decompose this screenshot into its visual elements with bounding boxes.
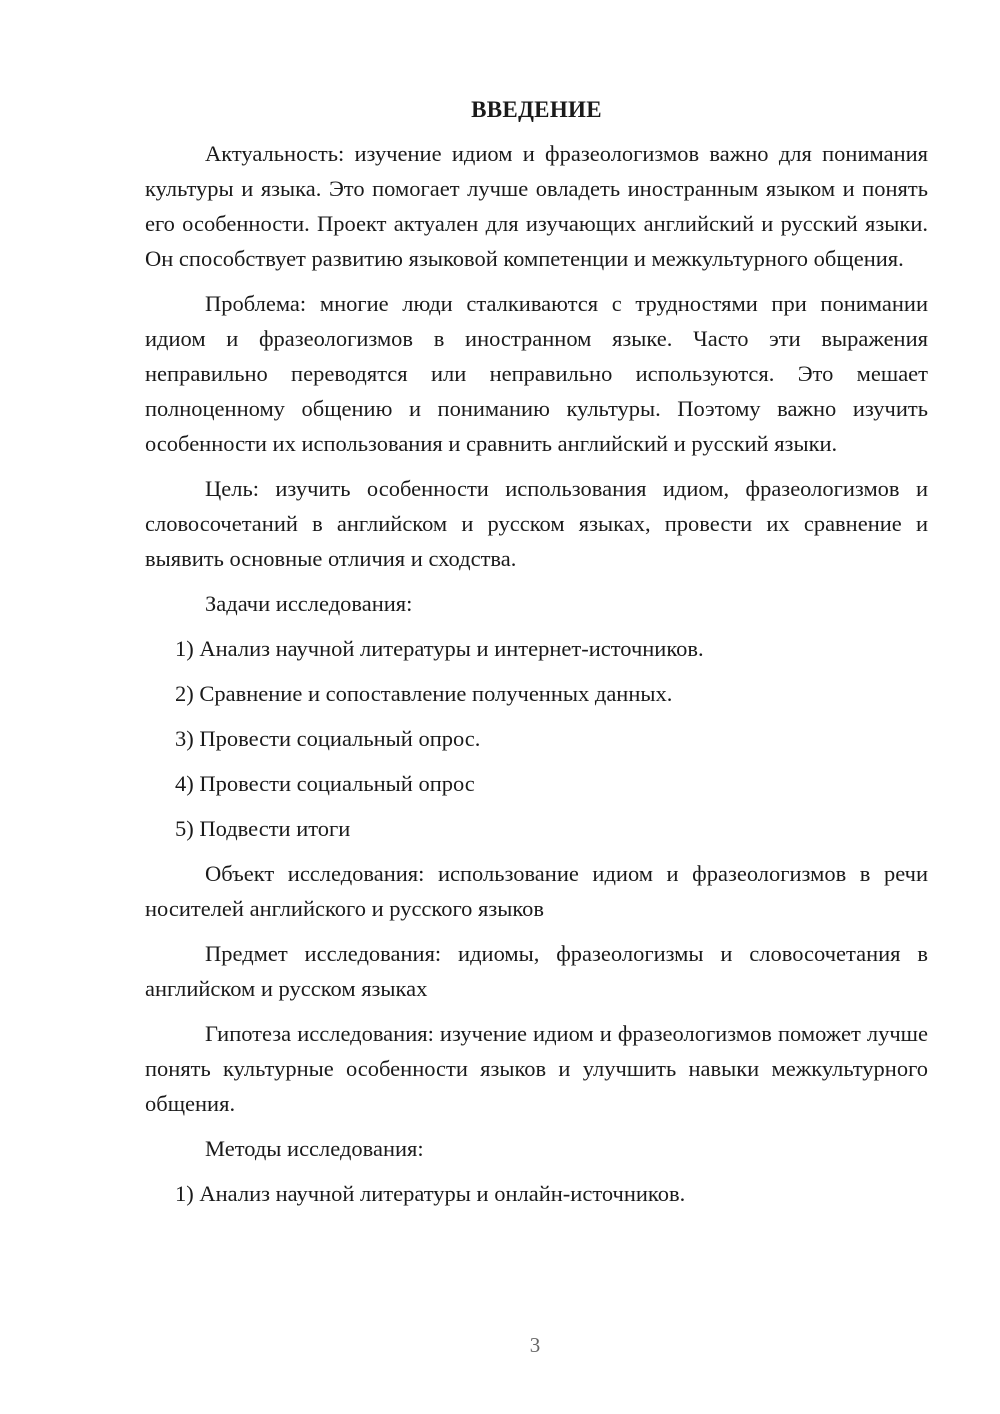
goal-paragraph: Цель: изучить особенности использования идиом, фразеологизмов и словосочетаний в английском и русском языках, провести их сравнение и выявить основные отличия и сходства. xyxy=(145,476,928,571)
problem-paragraph: Проблема: многие люди сталкиваются с трудностями при понимании идиом и фразеологизмов в иностранном языке. Часто эти выражения неправильно переводятся или неправильно используются. Это мешает полноценному общению и пониманию культуры. Поэтому важно изучить особенности их использования и сравнить английский и русский языки. xyxy=(145,291,928,456)
page-title: ВВЕДЕНИЕ xyxy=(471,97,602,122)
tasks-list xyxy=(145,631,928,846)
list-item: 4) Провести социальный опрос xyxy=(175,771,475,796)
list-item: 5) Подвести итоги xyxy=(175,816,351,841)
object-paragraph: Объект исследования: использование идиом и фразеологизмов в речи носителей английского и русского языков xyxy=(145,861,928,921)
page-number: 3 xyxy=(529,1333,541,1357)
hypothesis-paragraph: Гипотеза исследования: изучение идиом и фразеологизмов поможет лучше понять культурные особенности языков и улучшить навыки межкультурного общения. xyxy=(145,1021,928,1116)
methods-heading: Методы исследования: xyxy=(205,1136,424,1161)
document-page xyxy=(145,95,928,1221)
tasks-heading: Задачи исследования: xyxy=(205,591,413,616)
list-item: 2) Сравнение и сопоставление полученных данных. xyxy=(175,681,673,706)
relevance-paragraph: Актуальность: изучение идиом и фразеологизмов важно для понимания культуры и языка. Это помогает лучше овладеть иностранным языком и понять его особенности. Проект актуален для изучающих английский и русский языки. Он способствует развитию языковой компетенции и межкультурного общения. xyxy=(145,141,928,271)
methods-list xyxy=(145,1176,928,1211)
list-item: 1) Анализ научной литературы и интернет-источников. xyxy=(175,636,704,661)
list-item: 3) Провести социальный опрос. xyxy=(175,726,481,751)
subject-paragraph: Предмет исследования: идиомы, фразеологизмы и словосочетания в английском и русском языках xyxy=(145,941,928,1001)
list-item: 1) Анализ научной литературы и онлайн-источников. xyxy=(175,1181,686,1206)
